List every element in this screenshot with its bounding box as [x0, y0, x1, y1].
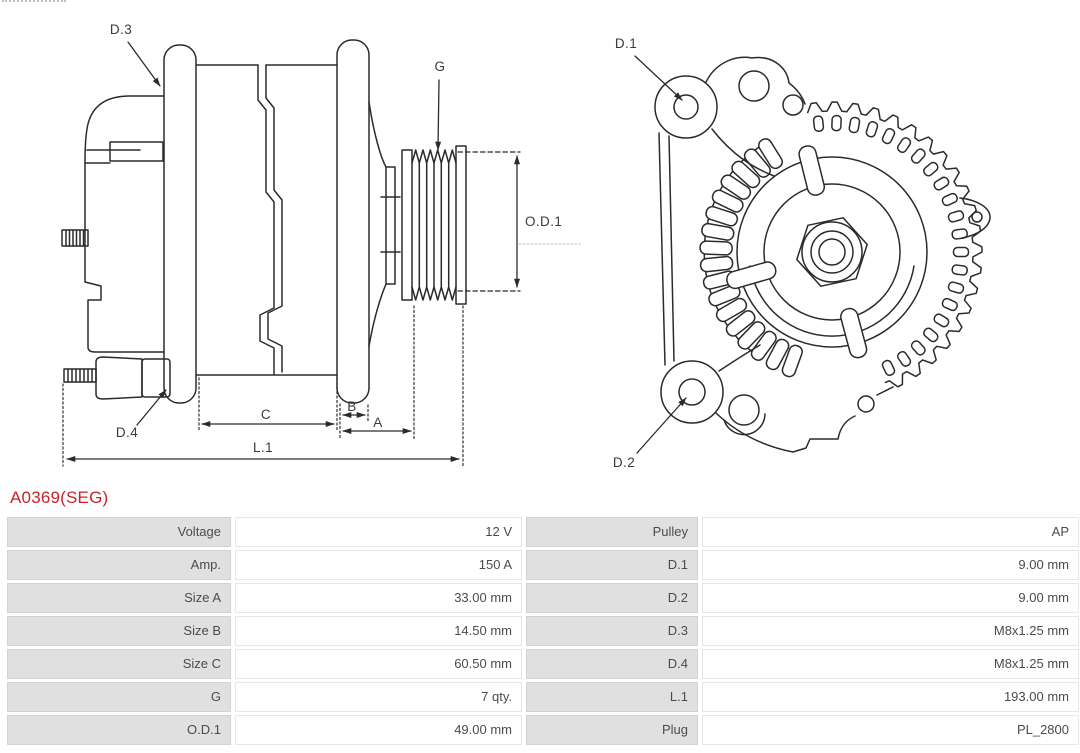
rear-body — [85, 163, 164, 352]
mount-ear-rear — [164, 45, 196, 403]
rim-vent-slot — [896, 350, 912, 367]
spec-label-left: Size B — [7, 616, 231, 646]
rim-vent-slot — [922, 161, 939, 178]
spec-label-left: Size C — [7, 649, 231, 679]
spec-value-left: 49.00 mm — [235, 715, 522, 745]
dim-label-b: B — [347, 399, 357, 414]
spec-value-right: 9.00 mm — [702, 583, 1079, 613]
vent-slot — [700, 256, 733, 272]
rim-vent-slot — [954, 248, 969, 257]
pulley — [402, 146, 466, 304]
right-tab-hole — [972, 212, 982, 222]
rim-vent-slot — [849, 117, 860, 133]
top-small-hole — [783, 95, 803, 115]
rim-vent-slot — [922, 327, 939, 344]
dim-label-c: C — [260, 407, 272, 422]
dim-label-d1: D.1 — [614, 36, 638, 51]
rim-vent-slot — [933, 176, 950, 192]
bracket-left-edge — [659, 133, 674, 365]
spec-label-left: Voltage — [7, 517, 231, 547]
rim-vent-slot — [881, 127, 896, 144]
spec-value-right: AP — [702, 517, 1079, 547]
spec-label-right: D.2 — [526, 583, 698, 613]
front-view — [613, 36, 990, 470]
rim-vent-slot — [813, 116, 824, 132]
rim-vent-slot — [948, 210, 965, 223]
vent-slot — [700, 241, 732, 255]
mount-ear-top — [655, 76, 717, 138]
g-arrow — [438, 80, 439, 150]
spec-value-right: 9.00 mm — [702, 550, 1079, 580]
spec-value-right: M8x1.25 mm — [702, 616, 1079, 646]
spec-label-left: G — [7, 682, 231, 712]
d3-arrow — [128, 42, 160, 86]
spec-value-left: 12 V — [235, 517, 522, 547]
dim-label-a: A — [373, 415, 383, 430]
spec-label-right: L.1 — [526, 682, 698, 712]
body-groove-a — [258, 65, 274, 374]
spec-value-left: 150 A — [235, 550, 522, 580]
spec-table — [7, 517, 1079, 745]
dim-label-d4: D.4 — [115, 425, 139, 440]
spoke — [839, 307, 868, 360]
top-bolt-hole — [739, 71, 769, 101]
spec-label-right: D.4 — [526, 649, 698, 679]
spec-label-right: Plug — [526, 715, 698, 745]
rim-vent-slot — [881, 359, 896, 376]
shaft-plate — [386, 167, 395, 284]
dim-label-g: G — [434, 59, 446, 74]
bottom-bolt-hole — [729, 395, 759, 425]
shaft-bore — [819, 239, 845, 265]
dim-label-d3: D.3 — [109, 22, 133, 37]
terminal-stud — [62, 230, 88, 246]
spec-value-right: PL_2800 — [702, 715, 1079, 745]
top-ear-lobes — [706, 57, 805, 104]
dim-label-d2: D.2 — [612, 455, 636, 470]
spoke — [797, 144, 826, 197]
rear-cover — [85, 96, 164, 163]
spec-label-right: D.1 — [526, 550, 698, 580]
spec-label-left: Size A — [7, 583, 231, 613]
mount-ear-front — [337, 40, 369, 403]
lower-mount-lug — [64, 357, 170, 399]
rim-vent-slot — [896, 136, 912, 153]
spec-label-right: Pulley — [526, 517, 698, 547]
spec-label-left: Amp. — [7, 550, 231, 580]
rim-vent-slot — [941, 192, 958, 206]
spec-value-left: 60.50 mm — [235, 649, 522, 679]
dim-label-l1: L.1 — [253, 440, 273, 455]
bottom-outline — [716, 413, 855, 452]
rear-cover-slot — [110, 142, 163, 161]
rim-vent-slot — [952, 265, 968, 276]
bottom-tab-hole — [858, 396, 874, 412]
rim-vent-slot — [865, 121, 878, 138]
rim-vent-slot — [910, 148, 927, 165]
rim-vent-slot — [948, 281, 965, 294]
rim-vent-slot — [910, 339, 927, 356]
bottom-tab-link — [877, 387, 893, 395]
front-nose — [369, 102, 386, 346]
rim-vent-slot — [832, 115, 842, 130]
spec-value-right: 193.00 mm — [702, 682, 1079, 712]
mount-ear-bottom — [661, 361, 723, 423]
spec-label-right: D.3 — [526, 616, 698, 646]
spec-label-left: O.D.1 — [7, 715, 231, 745]
spec-value-left: 33.00 mm — [235, 583, 522, 613]
dim-label-od1: O.D.1 — [525, 214, 563, 229]
rim-vent-slot — [941, 297, 958, 311]
spec-value-left: 7 qty. — [235, 682, 522, 712]
rim-vent-slot — [933, 313, 950, 329]
spec-value-left: 14.50 mm — [235, 616, 522, 646]
shaft-ticks — [381, 197, 400, 252]
od1-extension-lines — [458, 152, 520, 291]
product-code: A0369(SEG) — [10, 488, 109, 507]
spec-value-right: M8x1.25 mm — [702, 649, 1079, 679]
d2-arrow — [637, 398, 686, 453]
side-view — [62, 22, 583, 466]
